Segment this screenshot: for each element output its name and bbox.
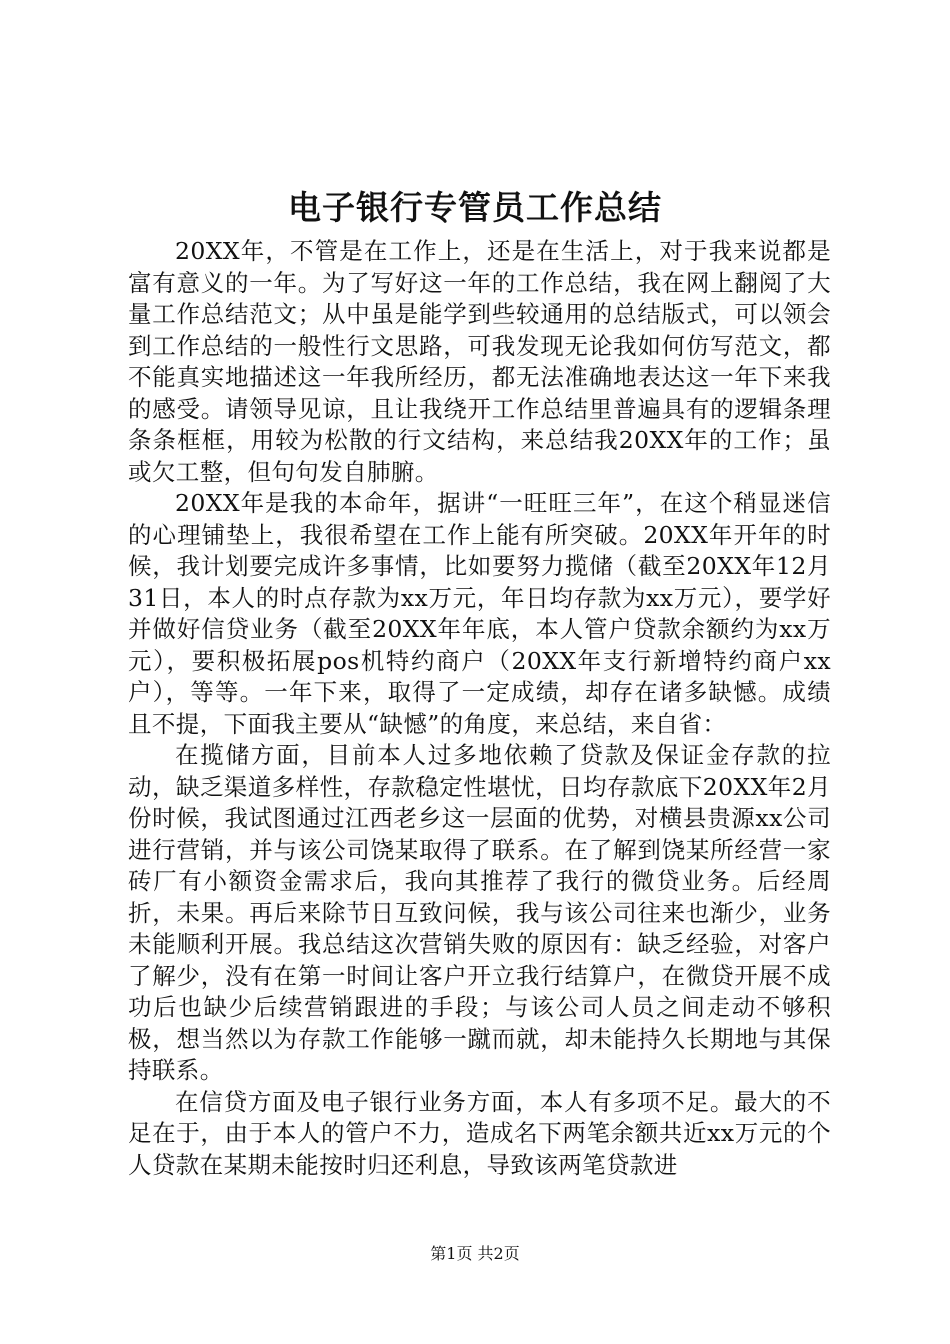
page-footer xyxy=(0,1244,950,1264)
paragraph-intro: 20XX年，不管是在工作上，还是在生活上，对于我来说都是富有意义的一年。为了写好这一年的工作总结，我在网上翻阅了大量工作总结范文；从中虽是能学到些较通用的总结版式，可以领会到工作总结的一般性行文思路，可我发现无论我如何仿写范文，都不能真实地描述这一年我所经历，都无法准确地表达这一年下来我的感受。请领导见谅，且让我绕开工作总结里普遍具有的逻辑条理条条框框，用较为松散的行文结构，来总结我20XX年的工作；虽或欠工整，但句句发自肺腑。 xyxy=(128,237,831,486)
document-title: 电子银行专管员工作总结 xyxy=(288,188,662,227)
paragraph-credit: 在信贷方面及电子银行业务方面，本人有多项不足。最大的不足在于，由于本人的管户不力，造成名下两笔余额共近xx万元的个人贷款在某期未能按时归还利息，导致该两笔贷款进 xyxy=(128,1087,831,1179)
page-number: 第1页 共2页 xyxy=(430,1244,520,1263)
document-body xyxy=(128,236,831,1181)
paragraph-plans: 20XX年是我的本命年，据讲“一旺旺三年”，在这个稍显迷信的心理铺垫上，我很希望在工作上能有所突破。20XX年开年的时候，我计划要完成许多事情，比如要努力揽储（截至20XX年12月31日，本人的时点存款为xx万元，年日均存款为xx万元），要学好并做好信贷业务（截至20XX年年底，本人管户贷款余额约为xx万元），要积极拓展pos机特约商户（20XX年支行新增特约商户xx户），等等。一年下来，取得了一定成绩，却存在诸多缺憾。成绩且不提，下面我主要从“缺憾”的角度，来总结，来自省： xyxy=(128,489,831,738)
paragraph-deposits: 在揽储方面，目前本人过多地依赖了贷款及保证金存款的拉动，缺乏渠道多样性，存款稳定性堪忧，日均存款底下20XX年2月份时候，我试图通过江西老乡这一层面的优势，对横县贵源xx公司进行营销，并与该公司饶某取得了联系。在了解到饶某所经营一家砖厂有小额资金需求后，我向其推荐了我行的微贷业务。后经周折，未果。再后来除节日互致问候，我与该公司往来也渐少，业务未能顺利开展。我总结这次营销失败的原因有：缺乏经验，对客户了解少，没有在第一时间让客户开立我行结算户，在微贷开展不成功后也缺少后续营销跟进的手段；与该公司人员之间走动不够积极，想当然以为存款工作能够一蹴而就，却未能持久长期地与其保持联系。 xyxy=(128,741,831,1084)
